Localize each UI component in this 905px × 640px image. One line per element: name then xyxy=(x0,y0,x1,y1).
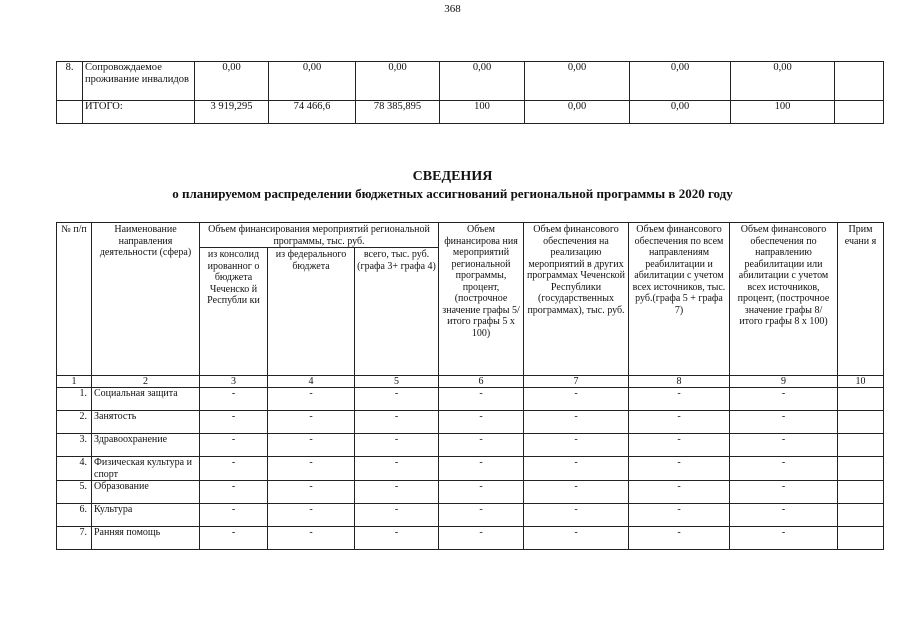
table-cell: - xyxy=(439,457,524,481)
title-subheading: о планируемом распределении бюджетных ассигнований региональной программы в 2020 году xyxy=(172,186,733,201)
header-col6: Объем финансирова ния мероприятий региональной программы, процент, (построчное значение графы 5/ итого графы 5 х 100) xyxy=(439,223,524,376)
column-number: 10 xyxy=(838,376,884,388)
row-number: 6. xyxy=(57,504,92,527)
column-number: 4 xyxy=(268,376,355,388)
table-cell: 0,00 xyxy=(630,101,731,124)
column-number: 8 xyxy=(629,376,730,388)
table-cell: 100 xyxy=(440,101,525,124)
row-name: Занятость xyxy=(92,411,200,434)
row-number: 3. xyxy=(57,434,92,457)
table-cell: - xyxy=(629,434,730,457)
table-cell xyxy=(838,457,884,481)
row-number xyxy=(57,101,83,124)
table-cell: - xyxy=(730,434,838,457)
header-col9: Объем финансового обеспечения по направлению реабилитации или абилитации с учетом всех источников, процент, (построчное значение графы 8/ итого графы 8 х 100) xyxy=(730,223,838,376)
table-cell: - xyxy=(524,457,629,481)
table-cell xyxy=(835,62,884,101)
table-cell xyxy=(835,101,884,124)
table-cell: - xyxy=(268,457,355,481)
table-cell: - xyxy=(524,411,629,434)
table-cell: - xyxy=(730,504,838,527)
column-number: 6 xyxy=(439,376,524,388)
header-funding-group: Объем финансирования мероприятий региональной программы, тыс. руб. xyxy=(200,223,439,248)
column-number: 7 xyxy=(524,376,629,388)
column-number: 9 xyxy=(730,376,838,388)
table-cell: - xyxy=(730,388,838,411)
table-cell: - xyxy=(629,388,730,411)
column-number: 1 xyxy=(57,376,92,388)
table-cell: - xyxy=(355,457,439,481)
table-cell: 0,00 xyxy=(525,101,630,124)
table-cell: - xyxy=(268,388,355,411)
table-cell xyxy=(838,481,884,504)
table-row xyxy=(57,101,884,124)
table-cell xyxy=(838,434,884,457)
column-number: 3 xyxy=(200,376,268,388)
table-cell: - xyxy=(200,388,268,411)
row-name: Социальная защита xyxy=(92,388,200,411)
table-cell: - xyxy=(439,504,524,527)
column-number: 5 xyxy=(355,376,439,388)
table-row xyxy=(57,434,884,457)
table-cell: - xyxy=(730,457,838,481)
table-cell: - xyxy=(524,527,629,550)
header-name: Наименование направления деятельности (сфера) xyxy=(92,223,200,376)
row-name: Культура xyxy=(92,504,200,527)
table-cell: - xyxy=(268,411,355,434)
table-cell: - xyxy=(200,434,268,457)
table-cell: - xyxy=(629,481,730,504)
row-number: 5. xyxy=(57,481,92,504)
row-number: 8. xyxy=(57,62,83,101)
table-cell: - xyxy=(629,504,730,527)
table-cell: - xyxy=(439,434,524,457)
table-cell: 0,00 xyxy=(440,62,525,101)
table-cell: - xyxy=(730,527,838,550)
table-cell: - xyxy=(439,481,524,504)
row-name: Ранняя помощь xyxy=(92,527,200,550)
row-number: 7. xyxy=(57,527,92,550)
table-cell: - xyxy=(524,504,629,527)
table-cell: - xyxy=(268,527,355,550)
table-cell xyxy=(838,411,884,434)
table-cell: - xyxy=(439,411,524,434)
table-cell: - xyxy=(355,388,439,411)
document-title xyxy=(0,168,905,202)
table-row xyxy=(57,504,884,527)
row-number: 2. xyxy=(57,411,92,434)
row-number: 4. xyxy=(57,457,92,481)
column-number: 2 xyxy=(92,376,200,388)
row-name: Сопровождаемое проживание инвалидов xyxy=(83,62,195,101)
row-name: Образование xyxy=(92,481,200,504)
table-cell: - xyxy=(524,434,629,457)
table-cell: - xyxy=(355,434,439,457)
title-heading: СВЕДЕНИЯ xyxy=(412,169,493,184)
table-cell: - xyxy=(268,434,355,457)
table-cell: - xyxy=(268,481,355,504)
header-from-consolidated: из консолид ированног о бюджета Чеченско й Республи ки xyxy=(200,248,268,376)
table-cell: - xyxy=(355,504,439,527)
table-cell: - xyxy=(355,527,439,550)
table-cell: - xyxy=(268,504,355,527)
table-cell: 0,00 xyxy=(195,62,269,101)
row-name: Здравоохранение xyxy=(92,434,200,457)
page-number: 368 xyxy=(444,3,461,15)
table-cell: - xyxy=(524,481,629,504)
table-cell: 0,00 xyxy=(356,62,440,101)
column-number-row xyxy=(57,376,884,388)
budget-distribution-table xyxy=(56,222,884,550)
table-cell: - xyxy=(730,481,838,504)
table-header-row xyxy=(57,223,884,248)
header-from-federal: из федерального бюджета xyxy=(268,248,355,376)
table-cell: - xyxy=(355,481,439,504)
header-col8: Объем финансового обеспечения по всем направлениям реабилитации и абилитации с учетом всех источников, тыс. руб.(графа 5 + графа 7) xyxy=(629,223,730,376)
table-cell: 100 xyxy=(731,101,835,124)
table-cell: - xyxy=(200,504,268,527)
table-cell: - xyxy=(629,527,730,550)
table-cell: 0,00 xyxy=(269,62,356,101)
table-cell: - xyxy=(439,388,524,411)
table-cell: - xyxy=(730,411,838,434)
table-cell: - xyxy=(355,411,439,434)
table-row xyxy=(57,457,884,481)
table-cell: - xyxy=(200,411,268,434)
table-cell: 78 385,895 xyxy=(356,101,440,124)
table-row xyxy=(57,411,884,434)
header-total: всего, тыс. руб. (графа 3+ графа 4) xyxy=(355,248,439,376)
header-col10: Прим ечани я xyxy=(838,223,884,376)
table-cell: 0,00 xyxy=(630,62,731,101)
row-name: Физическая культура и спорт xyxy=(92,457,200,481)
table-cell xyxy=(838,527,884,550)
table-cell: - xyxy=(629,457,730,481)
row-name: ИТОГО: xyxy=(83,101,195,124)
table-cell: - xyxy=(629,411,730,434)
table-cell: - xyxy=(524,388,629,411)
table-row xyxy=(57,62,884,101)
summary-table-continuation xyxy=(56,61,884,124)
header-num: № п/п xyxy=(57,223,92,376)
table-cell: - xyxy=(200,481,268,504)
table-row xyxy=(57,481,884,504)
table-cell: 3 919,295 xyxy=(195,101,269,124)
table-cell: - xyxy=(200,457,268,481)
table-cell: - xyxy=(439,527,524,550)
table-cell xyxy=(838,504,884,527)
table-row xyxy=(57,388,884,411)
table-cell: 0,00 xyxy=(525,62,630,101)
table-cell: 0,00 xyxy=(731,62,835,101)
row-number: 1. xyxy=(57,388,92,411)
table-cell: - xyxy=(200,527,268,550)
table-row xyxy=(57,527,884,550)
table-cell xyxy=(838,388,884,411)
table-cell: 74 466,6 xyxy=(269,101,356,124)
header-col7: Объем финансового обеспечения на реализацию мероприятий в других программах Чеченской Республики (государственных программах), тыс. руб. xyxy=(524,223,629,376)
